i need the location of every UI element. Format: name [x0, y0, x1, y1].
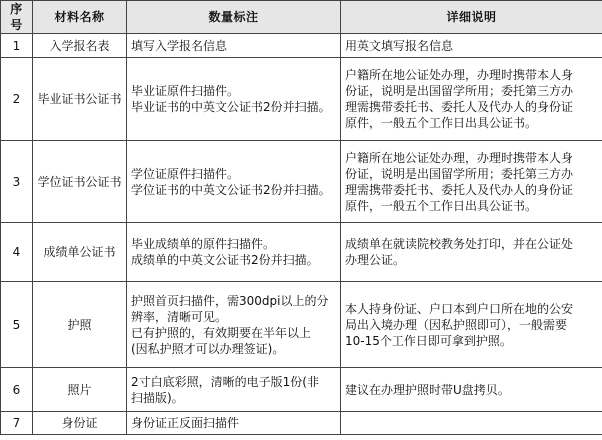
- table-row: [1, 58, 602, 141]
- row-name: 成绩单公证书: [33, 223, 127, 282]
- header-name: 材料名称: [33, 1, 127, 34]
- row-name: 身份证: [33, 412, 127, 435]
- detail-line: 户籍所在地公证处办理，办理时携带本人身: [345, 68, 574, 82]
- header-qty: 数量标注: [127, 1, 341, 34]
- detail-line: 本人持身份证、户口本到户口所在地的公安: [345, 301, 574, 316]
- row-name: 毕业证书公证书: [33, 58, 127, 141]
- detail-line: 10-15个工作日即可拿到护照。: [345, 333, 512, 348]
- qty-line: 成绩单的中英文公证书2份并扫描。: [131, 253, 319, 267]
- table-row: [1, 34, 602, 58]
- row-detail: [341, 368, 602, 412]
- row-detail: [341, 34, 602, 58]
- detail-line: 局出入境办理（因私护照即可），一般需要: [345, 317, 568, 332]
- row-no: 5: [1, 282, 33, 368]
- qty-line: 已有护照的，有效期要在半年以上: [131, 325, 312, 340]
- row-detail: [341, 141, 602, 223]
- row-name: 入学报名表: [33, 34, 127, 58]
- table-row: [1, 282, 602, 368]
- detail-line: 份证，说明是出国留学所用；委托第三方办: [345, 84, 574, 98]
- row-no: 2: [1, 58, 33, 141]
- qty-line: 毕业证原件扫描件。: [131, 84, 240, 98]
- detail-line: 成绩单在就读院校教务处打印，并在公证处: [345, 237, 574, 251]
- row-no: 4: [1, 223, 33, 282]
- row-no: 1: [1, 34, 33, 58]
- table-row: [1, 141, 602, 223]
- row-name: 护照: [33, 282, 127, 368]
- row-name: 照片: [33, 368, 127, 412]
- detail-line: 理需携带委托书、委托人及代办人的身份证: [345, 100, 574, 114]
- row-qty: [127, 141, 341, 223]
- row-detail: [341, 412, 602, 435]
- qty-line: (因私护照才可以办理签证)。: [131, 341, 285, 356]
- row-qty: [127, 34, 341, 58]
- row-detail: [341, 223, 602, 282]
- qty-line: 毕业证书的中英文公证书2份并扫描。: [131, 100, 331, 114]
- detail-line: 原件，一般五个工作日出具公证书。: [345, 116, 538, 130]
- header-detail: 详细说明: [341, 1, 602, 34]
- qty-line: 2寸白底彩照，清晰的电子版1份(非: [131, 374, 319, 389]
- table-header-row: [1, 1, 602, 34]
- row-detail: [341, 282, 602, 368]
- qty-line: 护照首页扫描件，需300dpi以上的分: [131, 293, 329, 308]
- qty-line: 辨率，清晰可见。: [131, 309, 228, 324]
- row-no: 3: [1, 141, 33, 223]
- qty-line: 学位证原件扫描件。: [131, 166, 240, 181]
- detail-line: 份证，说明是出国留学所用；委托第三方办: [345, 166, 574, 181]
- table-row: [1, 223, 602, 282]
- row-qty: [127, 282, 341, 368]
- qty-line: 毕业成绩单的原件扫描件。: [131, 237, 276, 251]
- detail-line: 建议在办理护照时带U盘拷贝。: [345, 382, 510, 397]
- row-qty: [127, 412, 341, 435]
- row-no: 7: [1, 412, 33, 435]
- qty-line: 学位证书的中英文公证书2份并扫描。: [131, 182, 331, 197]
- detail-line: 办理公证。: [345, 253, 406, 267]
- row-qty: [127, 58, 341, 141]
- qty-line: 扫描版)。: [131, 390, 184, 405]
- detail-line: 理需携带委托书、委托人及代办人的身份证: [345, 182, 574, 197]
- row-qty: [127, 368, 341, 412]
- detail-line: 户籍所在地公证处办理，办理时携带本人身: [345, 150, 574, 165]
- row-qty: [127, 223, 341, 282]
- table-row: [1, 368, 602, 412]
- qty-line: 填写入学报名信息: [131, 38, 228, 53]
- detail-line: 用英文填写报名信息: [345, 38, 454, 53]
- header-no: 序号: [1, 1, 33, 34]
- qty-line: 身份证正反面扫描件: [131, 416, 240, 430]
- detail-line: 原件，一般五个工作日出具公证书。: [345, 198, 538, 213]
- row-detail: [341, 58, 602, 141]
- row-name: 学位证书公证书: [33, 141, 127, 223]
- row-no: 6: [1, 368, 33, 412]
- table-row: [1, 412, 602, 435]
